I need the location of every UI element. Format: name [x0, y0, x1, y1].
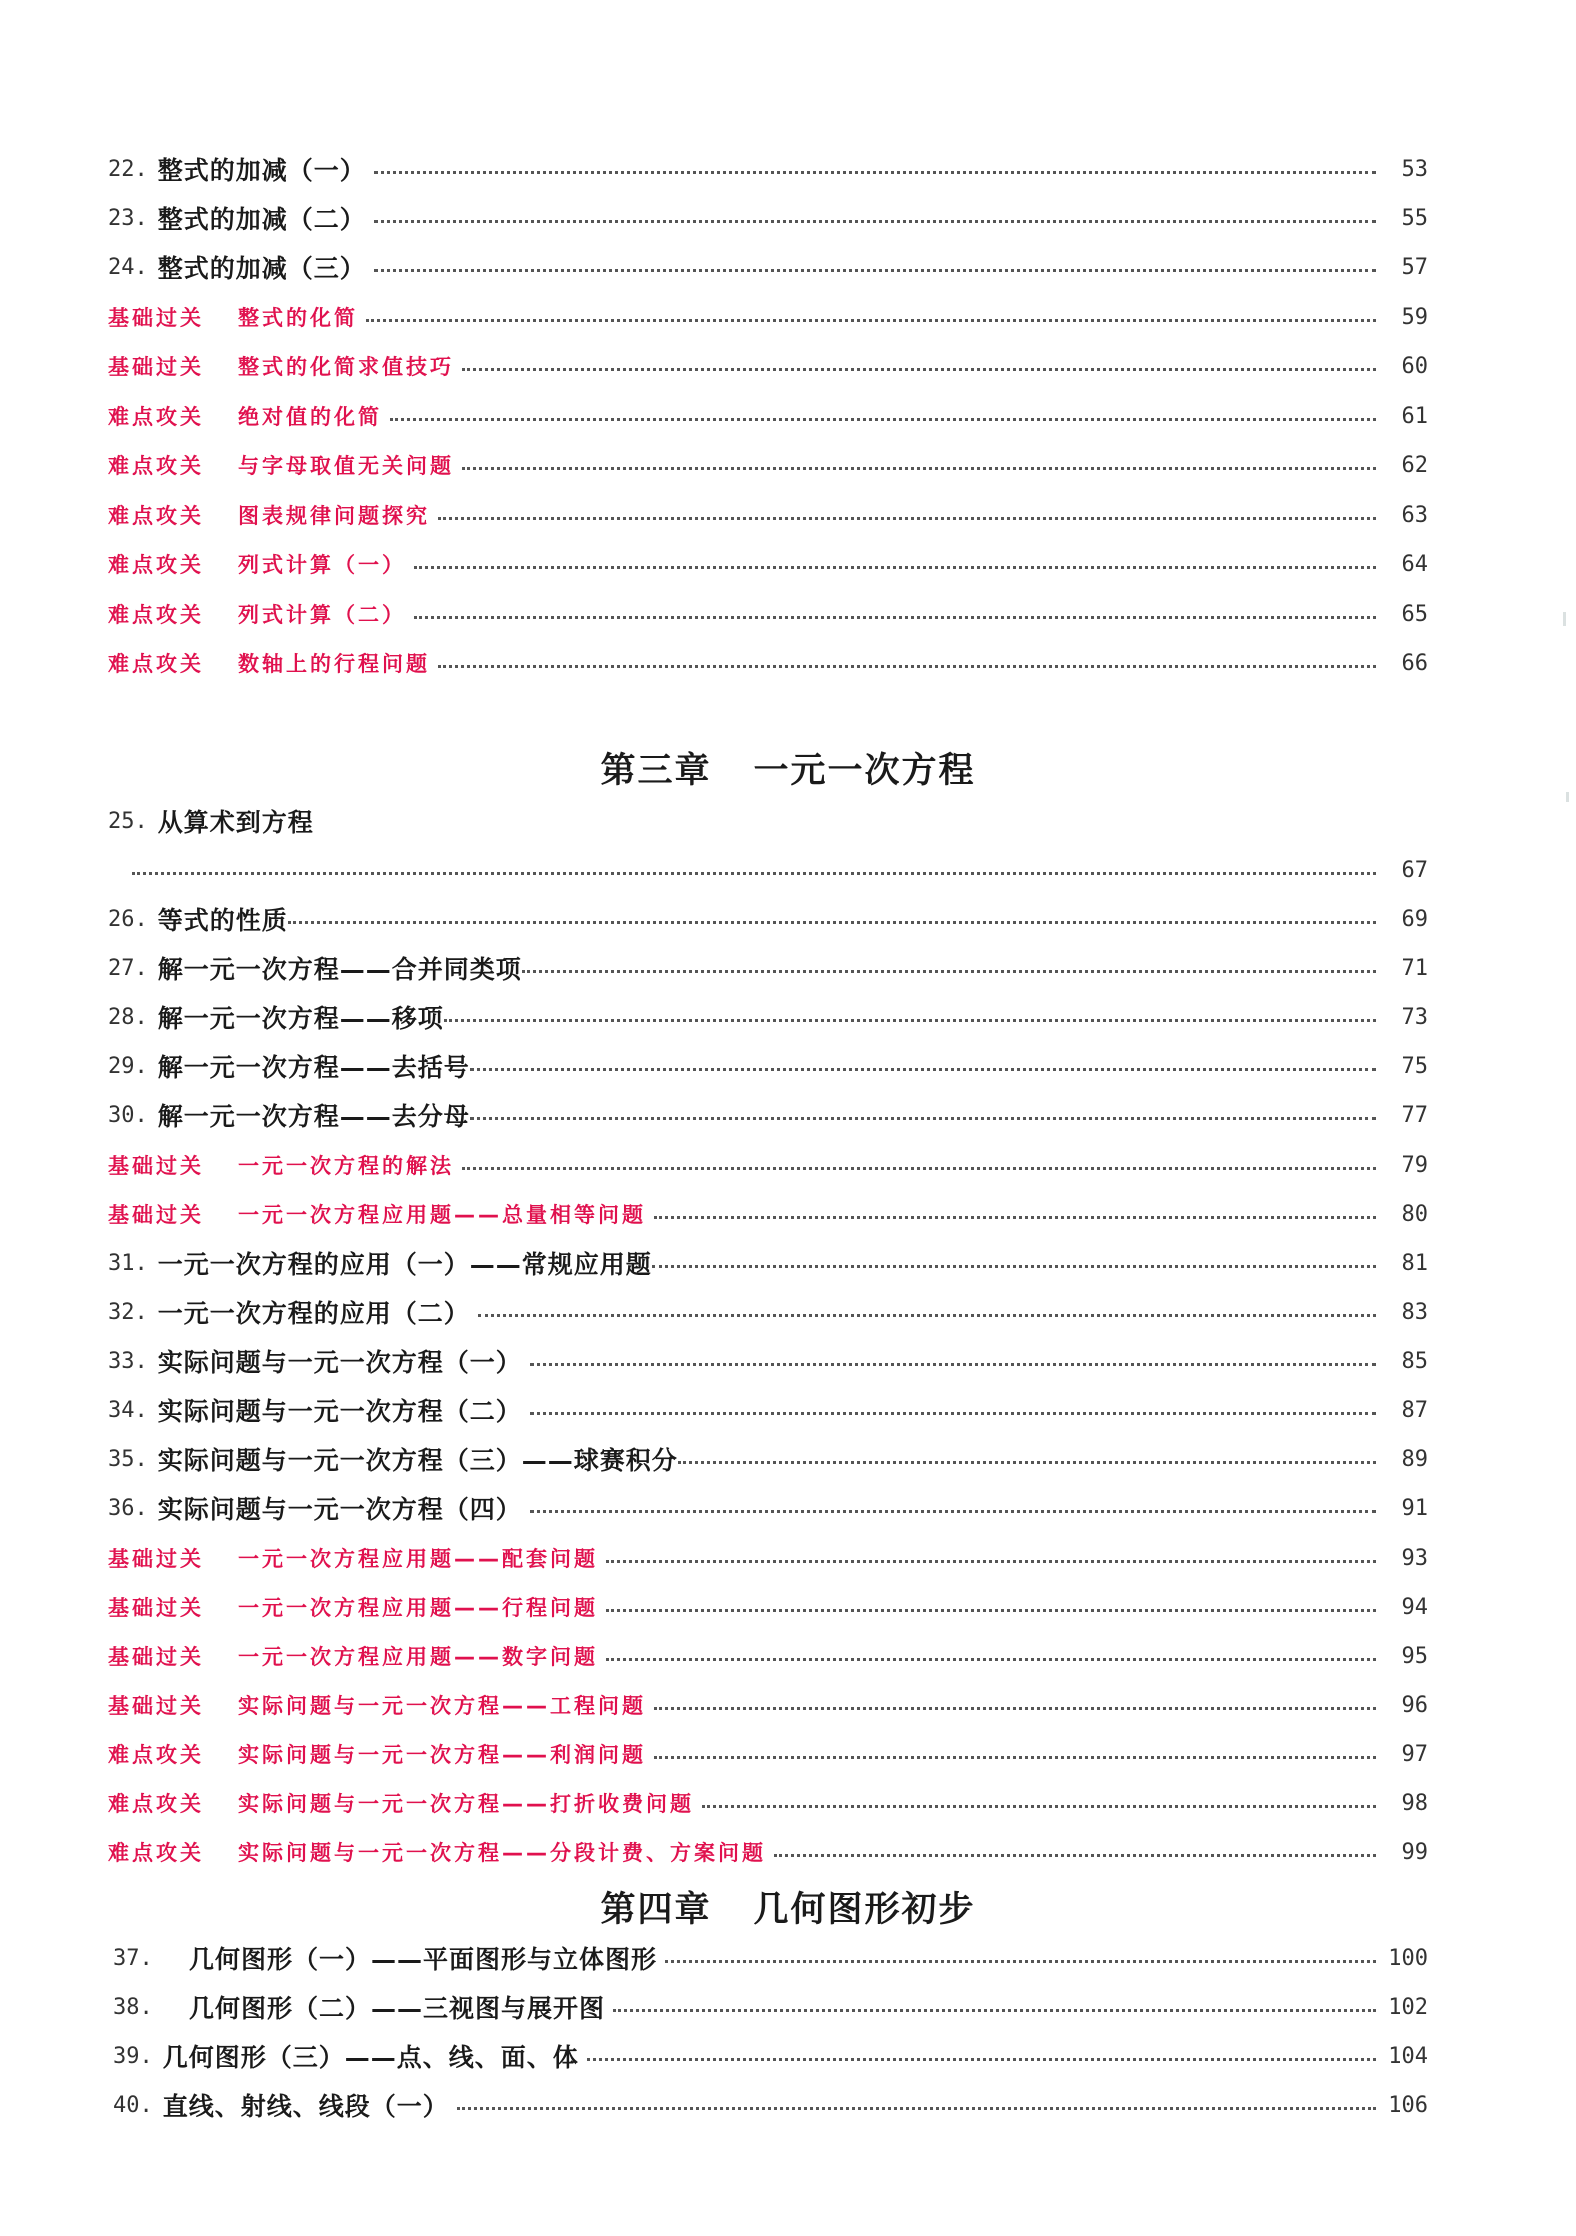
toc-line[interactable] — [108, 1487, 1428, 1529]
item-title: 与字母取值无关问题 — [238, 454, 454, 478]
toc-drill-line[interactable] — [108, 395, 1428, 437]
chapter-name: 一元一次方程 — [753, 751, 976, 791]
dot-leader — [678, 1461, 1376, 1464]
item-title: 一元一次方程应用题——配套问题 — [238, 1547, 598, 1571]
item-title: 实际问题与一元一次方程（一） — [157, 1348, 522, 1377]
chapter-heading — [0, 1882, 1576, 1932]
page-number: 85 — [1401, 1348, 1428, 1374]
item-title: 一元一次方程应用题——数字问题 — [238, 1645, 598, 1669]
page-number: 79 — [1401, 1152, 1428, 1178]
item-title: 整式的化简 — [238, 306, 358, 330]
item-number: 25. — [108, 808, 148, 834]
drill-tag: 难点攻关 — [108, 652, 204, 676]
toc-drill-line[interactable] — [108, 1586, 1428, 1628]
item-number: 37. — [113, 1945, 153, 1971]
toc-drill-line[interactable] — [108, 593, 1428, 635]
page-number: 104 — [1388, 2043, 1428, 2069]
dot-leader — [438, 665, 1376, 668]
dot-leader — [478, 1314, 1376, 1317]
page-number: 83 — [1401, 1299, 1428, 1325]
page-number: 87 — [1401, 1397, 1428, 1423]
item-number: 28. — [108, 1004, 148, 1030]
toc-drill-line[interactable] — [108, 345, 1428, 387]
drill-tag: 基础过关 — [108, 1154, 204, 1178]
item-title: 等式的性质 — [157, 906, 288, 935]
drill-tag: 难点攻关 — [108, 454, 204, 478]
drill-tag: 难点攻关 — [108, 504, 204, 528]
toc-line[interactable] — [108, 996, 1428, 1038]
chapter-heading — [0, 743, 1576, 793]
toc-line[interactable] — [108, 800, 1428, 842]
toc-line[interactable] — [108, 898, 1428, 940]
toc-line[interactable] — [113, 2084, 1428, 2126]
item-number: 22. — [108, 156, 148, 182]
drill-tag: 基础过关 — [108, 355, 204, 379]
item-title: 实际问题与一元一次方程——工程问题 — [238, 1694, 646, 1718]
dot-leader — [462, 467, 1376, 470]
page-number: 66 — [1401, 650, 1428, 676]
page-number: 59 — [1401, 304, 1428, 330]
toc-drill-line[interactable] — [108, 1782, 1428, 1824]
toc-line[interactable] — [108, 1045, 1428, 1087]
page-number: 67 — [1401, 857, 1428, 883]
item-title: 整式的加减（三） — [157, 254, 366, 283]
item-title: 解一元一次方程——去分母 — [157, 1102, 470, 1131]
dot-leader — [438, 517, 1376, 520]
dot-leader — [587, 2058, 1376, 2061]
item-number: 24. — [108, 254, 148, 280]
toc-line[interactable] — [108, 947, 1428, 989]
item-number: 38. — [113, 1994, 153, 2020]
drill-tag: 难点攻关 — [108, 603, 204, 627]
item-title: 一元一次方程的应用（二） — [157, 1299, 470, 1328]
drill-tag: 基础过关 — [108, 1596, 204, 1620]
toc-line[interactable] — [108, 1094, 1428, 1136]
item-title: 实际问题与一元一次方程（三）——球赛积分 — [157, 1446, 678, 1475]
page-number: 94 — [1401, 1594, 1428, 1620]
drill-tag: 基础过关 — [108, 1547, 204, 1571]
toc-drill-line[interactable] — [108, 1193, 1428, 1235]
dot-leader — [606, 1560, 1376, 1563]
item-title: 实际问题与一元一次方程——分段计费、方案问题 — [238, 1841, 766, 1865]
dot-leader — [366, 319, 1376, 322]
item-title: 从算术到方程 — [157, 808, 314, 837]
toc-line[interactable] — [108, 197, 1428, 239]
dot-leader — [530, 1510, 1376, 1513]
chapter-label: 第四章 — [600, 1890, 712, 1930]
dot-leader — [522, 970, 1376, 973]
page-number: 75 — [1401, 1053, 1428, 1079]
page-number: 63 — [1401, 502, 1428, 528]
page-number: 97 — [1401, 1741, 1428, 1767]
toc-line[interactable] — [108, 1340, 1428, 1382]
item-title: 实际问题与一元一次方程（二） — [157, 1397, 522, 1426]
page-number: 53 — [1401, 156, 1428, 182]
item-title: 一元一次方程的应用（一）——常规应用题 — [157, 1250, 652, 1279]
scan-speck — [1566, 792, 1569, 802]
item-title: 整式的加减（二） — [157, 205, 366, 234]
item-title: 列式计算（一） — [238, 553, 406, 577]
dot-leader — [702, 1805, 1376, 1808]
page-number: 98 — [1401, 1790, 1428, 1816]
toc-drill-line[interactable] — [108, 1537, 1428, 1579]
dot-leader — [462, 1167, 1376, 1170]
page-number: 93 — [1401, 1545, 1428, 1571]
page-number: 100 — [1388, 1945, 1428, 1971]
item-title: 实际问题与一元一次方程（四） — [157, 1495, 522, 1524]
item-number: 26. — [108, 906, 148, 932]
toc-drill-line[interactable] — [108, 543, 1428, 585]
item-number: 39. — [113, 2043, 153, 2069]
item-title: 一元一次方程应用题——总量相等问题 — [238, 1203, 646, 1227]
dot-leader — [470, 1068, 1376, 1071]
drill-tag: 基础过关 — [108, 1645, 204, 1669]
drill-tag: 基础过关 — [108, 1203, 204, 1227]
toc-line-continuation[interactable] — [132, 849, 1428, 891]
page-number: 89 — [1401, 1446, 1428, 1472]
item-title: 实际问题与一元一次方程——利润问题 — [238, 1743, 646, 1767]
page-number: 62 — [1401, 452, 1428, 478]
dot-leader — [457, 2107, 1376, 2110]
item-title: 整式的化简求值技巧 — [238, 355, 454, 379]
page-number: 99 — [1401, 1839, 1428, 1865]
page-number: 65 — [1401, 601, 1428, 627]
toc-line[interactable] — [108, 1389, 1428, 1431]
item-number: 33. — [108, 1348, 148, 1374]
drill-tag: 基础过关 — [108, 1694, 204, 1718]
toc-line[interactable] — [113, 2035, 1428, 2077]
item-title: 几何图形（一）——平面图形与立体图形 — [189, 1945, 658, 1974]
toc-line[interactable] — [108, 148, 1428, 190]
page-number: 69 — [1401, 906, 1428, 932]
item-title: 几何图形（三）——点、线、面、体 — [162, 2043, 579, 2072]
item-title: 一元一次方程的解法 — [238, 1154, 454, 1178]
page-number: 64 — [1401, 551, 1428, 577]
dot-leader — [374, 269, 1376, 272]
drill-tag: 难点攻关 — [108, 553, 204, 577]
page-number: 71 — [1401, 955, 1428, 981]
toc-drill-line[interactable] — [108, 494, 1428, 536]
toc-drill-line[interactable] — [108, 642, 1428, 684]
dot-leader — [444, 1019, 1376, 1022]
toc-line[interactable] — [108, 1242, 1428, 1284]
item-number: 27. — [108, 955, 148, 981]
item-title: 解一元一次方程——去括号 — [157, 1053, 470, 1082]
dot-leader — [530, 1363, 1376, 1366]
drill-tag: 难点攻关 — [108, 1743, 204, 1767]
drill-tag: 难点攻关 — [108, 405, 204, 429]
item-number: 32. — [108, 1299, 148, 1325]
dot-leader — [470, 1117, 1376, 1120]
item-title: 列式计算（二） — [238, 603, 406, 627]
page-number: 106 — [1388, 2092, 1428, 2118]
toc-drill-line[interactable] — [108, 444, 1428, 486]
scan-speck — [1563, 612, 1566, 626]
page-number: 55 — [1401, 205, 1428, 231]
dot-leader — [530, 1412, 1376, 1415]
item-number: 31. — [108, 1250, 148, 1276]
toc-drill-line[interactable] — [108, 1684, 1428, 1726]
page-number: 96 — [1401, 1692, 1428, 1718]
item-title: 图表规律问题探究 — [238, 504, 430, 528]
item-title: 解一元一次方程——移项 — [157, 1004, 444, 1033]
dot-leader — [606, 1609, 1376, 1612]
dot-leader — [414, 616, 1376, 619]
dot-leader — [414, 566, 1376, 569]
item-number: 30. — [108, 1102, 148, 1128]
page-number: 73 — [1401, 1004, 1428, 1030]
item-title: 直线、射线、线段（一） — [162, 2092, 449, 2121]
item-number: 36. — [108, 1495, 148, 1521]
page-number: 95 — [1401, 1643, 1428, 1669]
dot-leader — [606, 1658, 1376, 1661]
drill-tag: 基础过关 — [108, 306, 204, 330]
toc-drill-line[interactable] — [108, 1733, 1428, 1775]
page-number: 91 — [1401, 1495, 1428, 1521]
page-number: 77 — [1401, 1102, 1428, 1128]
dot-leader — [613, 2009, 1376, 2012]
item-number: 40. — [113, 2092, 153, 2118]
item-title: 整式的加减（一） — [157, 156, 366, 185]
page-number: 80 — [1401, 1201, 1428, 1227]
item-number: 23. — [108, 205, 148, 231]
dot-leader — [665, 1960, 1376, 1963]
toc-line[interactable] — [108, 246, 1428, 288]
toc-drill-line[interactable] — [108, 1831, 1428, 1873]
toc-drill-line[interactable] — [108, 1144, 1428, 1186]
toc-line[interactable] — [113, 1986, 1428, 2028]
dot-leader — [462, 368, 1376, 371]
drill-tag: 难点攻关 — [108, 1841, 204, 1865]
drill-tag: 难点攻关 — [108, 1792, 204, 1816]
toc-drill-line[interactable] — [108, 296, 1428, 338]
toc-line[interactable] — [108, 1291, 1428, 1333]
dot-leader — [654, 1756, 1376, 1759]
toc-drill-line[interactable] — [108, 1635, 1428, 1677]
page-number: 81 — [1401, 1250, 1428, 1276]
page-number: 102 — [1388, 1994, 1428, 2020]
item-number: 35. — [108, 1446, 148, 1472]
page-number: 57 — [1401, 254, 1428, 280]
dot-leader — [652, 1265, 1376, 1268]
page-number: 60 — [1401, 353, 1428, 379]
item-number: 34. — [108, 1397, 148, 1423]
chapter-label: 第三章 — [600, 751, 712, 791]
item-title: 绝对值的化简 — [238, 405, 382, 429]
chapter-name: 几何图形初步 — [753, 1890, 976, 1930]
toc-line[interactable] — [113, 1937, 1428, 1979]
dot-leader — [132, 872, 1376, 875]
dot-leader — [288, 921, 1376, 924]
page-number: 61 — [1401, 403, 1428, 429]
item-title: 一元一次方程应用题——行程问题 — [238, 1596, 598, 1620]
item-title: 几何图形（二）——三视图与展开图 — [189, 1994, 606, 2023]
item-title: 数轴上的行程问题 — [238, 652, 430, 676]
dot-leader — [654, 1707, 1376, 1710]
toc-line[interactable] — [108, 1438, 1428, 1480]
dot-leader — [654, 1216, 1376, 1219]
item-title: 解一元一次方程——合并同类项 — [157, 955, 522, 984]
dot-leader — [374, 171, 1376, 174]
item-title: 实际问题与一元一次方程——打折收费问题 — [238, 1792, 694, 1816]
dot-leader — [774, 1854, 1376, 1857]
dot-leader — [374, 220, 1376, 223]
item-number: 29. — [108, 1053, 148, 1079]
dot-leader — [390, 418, 1376, 421]
